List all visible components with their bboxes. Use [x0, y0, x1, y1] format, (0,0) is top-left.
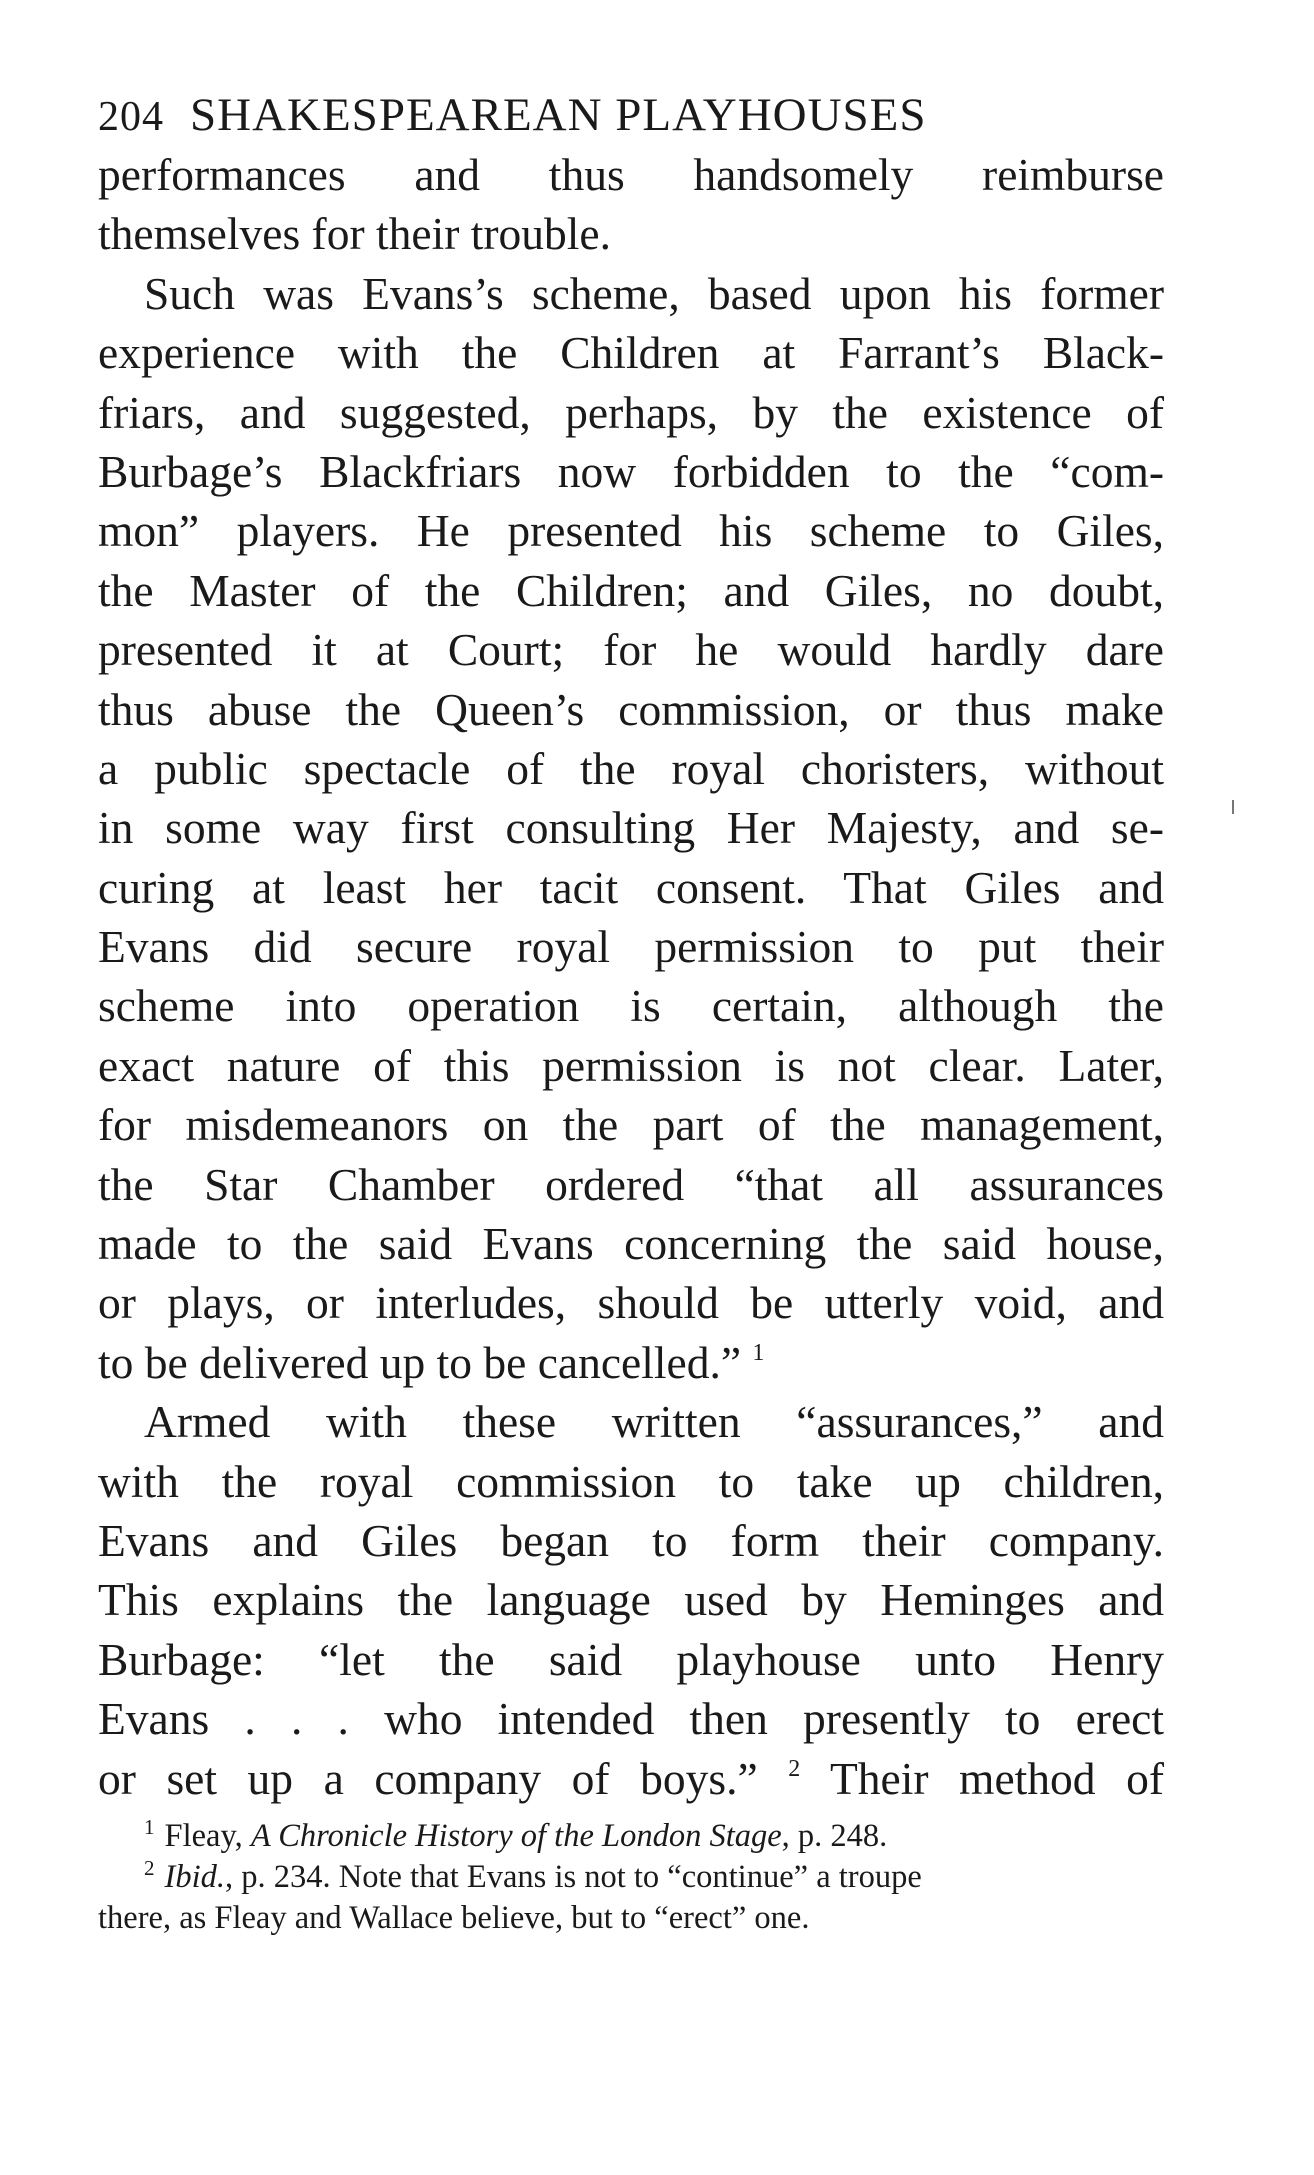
text-line: thus abuse the Queen’s commission, or thus make [98, 683, 1164, 735]
text-line: the Master of the Children; and Giles, no doubt, [98, 564, 1164, 616]
footnote-text: Fleay, [164, 1817, 251, 1854]
footnote-ref: 1 [752, 1339, 765, 1366]
text-segment: or set up a company of boys.” [98, 1752, 758, 1804]
footnote-number: 1 [144, 1814, 155, 1839]
text-line: Evans and Giles began to form their company. [98, 1514, 1164, 1566]
text-line: experience with the Children at Farrant’s Black- [98, 327, 1164, 379]
book-page [98, 85, 1164, 1939]
text-segment: Their method of [829, 1752, 1164, 1804]
text-line: exact nature of this permission is not clear. Later, [98, 1039, 1164, 1091]
text-line [98, 1333, 1164, 1392]
footnotes [98, 1816, 1164, 1939]
text-line: friars, and suggested, perhaps, by the existence of [98, 386, 1164, 438]
text-line: the Star Chamber ordered “that all assurances [98, 1158, 1164, 1210]
body-text [98, 145, 1164, 1808]
page-number: 204 [98, 94, 164, 140]
text-line: Evans did secure royal permission to put their [98, 921, 1164, 973]
text-line: Burbage’s Blackfriars now forbidden to the “com- [98, 445, 1164, 497]
footnote-title: A Chronicle History of the London Stage [250, 1817, 782, 1854]
footnote-ibid: Ibid. [164, 1858, 225, 1895]
text-segment: to be delivered up to be cancelled.” [98, 1336, 742, 1388]
footnote-2 [98, 1857, 1164, 1898]
text-line: with the royal commission to take up children, [98, 1455, 1164, 1507]
text-line: Evans . . . who intended then presently to erect [98, 1693, 1164, 1745]
text-line: Burbage: “let the said playhouse unto Henry [98, 1633, 1164, 1685]
footnote-text: , p. 248. [781, 1817, 888, 1854]
footnote-2-continued: there, as Fleay and Wallace believe, but to “erect” one. [98, 1899, 810, 1936]
text-line: performances and thus handsomely reimburse [98, 149, 1164, 200]
text-line: for misdemeanors on the part of the management, [98, 1099, 1164, 1151]
text-line: presented it at Court; for he would hardly dare [98, 624, 1164, 676]
footnote-1 [98, 1816, 1164, 1857]
text-line: curing at least her tacit consent. That Giles and [98, 861, 1164, 913]
text-line: themselves for their trouble. [98, 208, 611, 260]
text-line: Such was Evans’s scheme, based upon his former [144, 267, 1164, 319]
footnote-text: , p. 234. Note that Evans is not to “continue” a troupe [224, 1858, 922, 1895]
text-line: in some way first consulting Her Majesty, and se- [98, 802, 1164, 854]
running-head [98, 85, 1164, 145]
footnote-ref: 2 [788, 1755, 801, 1782]
stray-print-mark [1232, 800, 1234, 814]
running-title: SHAKESPEAREAN PLAYHOUSES [190, 89, 927, 141]
text-line: mon” players. He presented his scheme to Giles, [98, 505, 1164, 557]
text-line: Armed with these written “assurances,” and [144, 1396, 1164, 1448]
text-line: scheme into operation is certain, although the [98, 980, 1164, 1032]
text-line: made to the said Evans concerning the said house, [98, 1218, 1164, 1270]
text-line: or plays, or interludes, should be utterly void, and [98, 1277, 1164, 1329]
text-line: a public spectacle of the royal choristers, without [98, 742, 1164, 794]
text-line: This explains the language used by Heminges and [98, 1574, 1164, 1626]
footnote-number: 2 [144, 1855, 155, 1880]
text-line [98, 1749, 1164, 1808]
